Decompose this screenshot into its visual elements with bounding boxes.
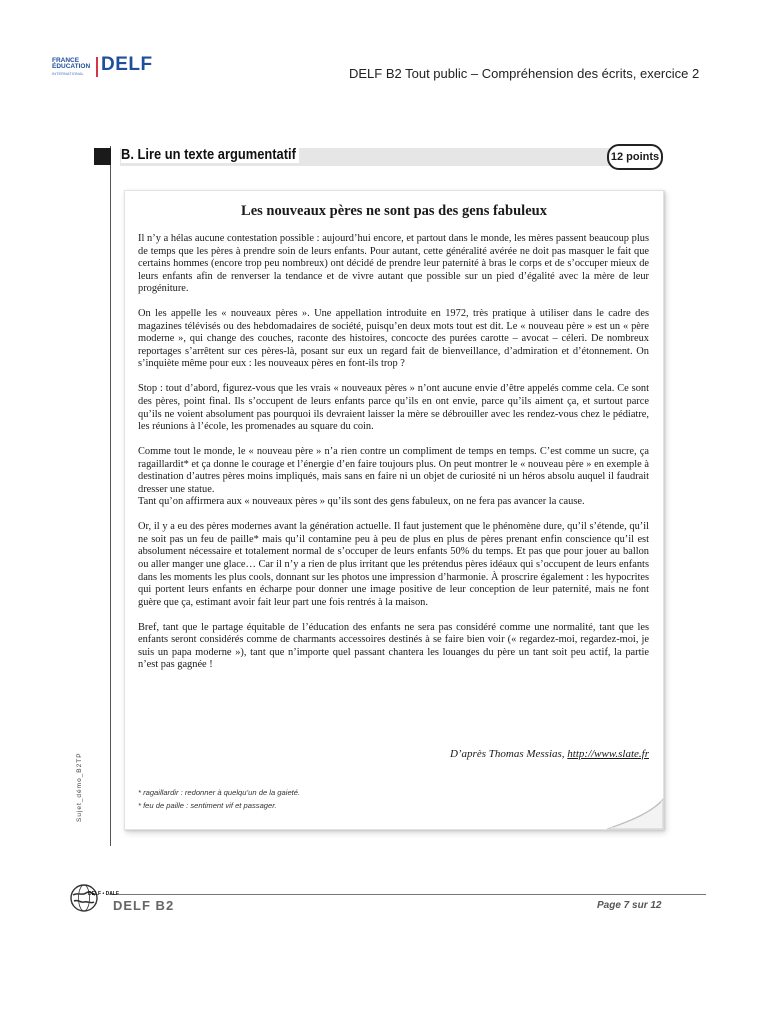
footnotes <box>138 787 300 812</box>
article-paragraph-5: Tant qu’on affirmera aux « nouveaux pères » qu’ils sont des gens fabuleux, on ne fera pas avancer la cause. <box>138 496 585 508</box>
footer-title: DELF B2 <box>113 898 175 913</box>
article-body <box>138 233 649 684</box>
logo-line-2: ÉDUCATION <box>52 63 91 71</box>
source-link[interactable]: http://www.slate.fr <box>567 748 649 760</box>
article-card <box>124 190 664 830</box>
article-paragraph-3: Stop : tout d’abord, figurez-vous que les vrais « nouveaux pères » n’ont aucune envie d’être appelés comme cela. Ce sont des pères, point final. Ils s’occupent de leurs enfants parce qu’ils en ont envie, parce qu’ils aiment ça, et surtout parce qu’ils ne voient absolument pas pourquoi ils devraient laisser la mère se débrouiller avec les rendez-vous chez le pédiatre, les réunions à l’école, les promenades au square du coin. <box>138 383 649 433</box>
logo-text <box>52 58 90 77</box>
footer-logo-text: DELF • DALF <box>88 891 119 897</box>
footnote-2: * feu de paille : sentiment vif et passager. <box>138 800 277 810</box>
article-paragraph-4: Comme tout le monde, le « nouveau père » n’a rien contre un compliment de temps en temps. C’est comme un sucre, ça ragaillardit* et ça donne le courage et l’énergie d’en faire toujours plus. On peut montrer le « nouveau père » en exemple à destination d’autres pères moins impliqués, mais sans en faire ni un objet de curiosité ni un héros absolu auquel il faudrait dresser une statue. <box>138 446 649 495</box>
logo-line-1: FRANCE <box>52 57 80 64</box>
page-curl-icon <box>599 793 663 829</box>
article-attribution <box>450 748 649 760</box>
article-paragraph-2: On les appelle les « nouveaux pères ». Une appellation introduite en 1972, très pratique à utiliser dans le cadre des magazines télévisés ou des hebdomadaires de société, puisqu’en deux mots tout est dit. Le « nouveau père » est un « père moderne », qui change des couches, raconte des histoires, concocte des purées carotte – avocat – céleri. De nombreux reportages s’arrêtent sur ces pères-là, posant sur eux un regard fait de bienveillance, d’admiration et d’étonnement. On s’inquiète même pour eux : les nouveaux pères en font-ils trop ? <box>138 308 649 370</box>
subject-side-label: Sujet_démo_B2TP <box>76 752 83 822</box>
article-title: Les nouveaux pères ne sont pas des gens fabuleux <box>241 203 547 219</box>
article-paragraph-1: Il n’y a hélas aucune contestation possible : aujourd’hui encore, et partout dans le monde, les mères passent beaucoup plus de temps que les pères à prendre soin de leurs enfants. Pour autant, cette généralité avérée ne doit pas masquer le fait que certains hommes (encore trop peu nombreux) ont décidé de prendre leur paternité à bras le corps et de s’occuper mieux de leurs enfants afin de renverser la tendance et de vivre autant que possible sur un pied d’égalité avec la mère de leur progéniture. <box>138 233 649 295</box>
france-education-logo <box>52 56 162 82</box>
logo-divider <box>96 57 98 77</box>
footer-rule <box>110 894 706 895</box>
article-paragraph-6: Or, il y a eu des pères modernes avant la génération actuelle. Il faut justement que le phénomène dure, qu’il s’étende, qu’il ne soit pas un feu de paille* mais qu’il contamine peu à peu de plus en plus de pères prenant enfin conscience qu’il est absolument nécessaire et totalement normal de s’occuper de leurs enfants 50% du temps. Et pas que pour jouer au ballon ou aller manger une glace… Car il n’y a rien de plus irritant que les prétendus pères idéaux qui s’occupent de leurs enfants dans les moments les plus cools, donnant sur les photos une impression d’harmonie. À proscrire également : les hypocrites qui portent leurs enfants en écharpe pour donner une image positive de leur conception de leur paternité, mais ne font guère que ça, estimant avoir fait leur part une fois rentrés à la maison. <box>138 521 649 608</box>
section-marker <box>94 148 111 165</box>
logo-line-3: INTERNATIONAL <box>52 70 84 76</box>
section-title: B. Lire un texte argumentatif <box>121 146 299 163</box>
logo-brand: DELF <box>101 54 153 75</box>
page-number: Page 7 sur 12 <box>597 900 662 911</box>
article-paragraph-7: Bref, tant que le partage équitable de l’éducation des enfants ne sera pas considéré comme une normalité, tant que les enfants seront considérés comme de charmants accessoires destinés à se faire bien voir (« regardez-moi, regardez-moi, je suis un papa moderne »), tant que n’importe quel passant chantera les louanges du père un tant soit peu actif, la partie n’est pas gagnée ! <box>138 621 649 671</box>
page-header-title: DELF B2 Tout public – Compréhension des écrits, exercice 2 <box>349 66 700 81</box>
attribution-text: D’après Thomas Messias, <box>449 748 568 760</box>
points-badge: 12 points <box>607 144 663 170</box>
margin-rule <box>110 146 111 846</box>
delf-dalf-globe-logo <box>66 883 119 913</box>
footnote-1: * ragaillardir : redonner à quelqu’un de la gaieté. <box>138 788 301 797</box>
